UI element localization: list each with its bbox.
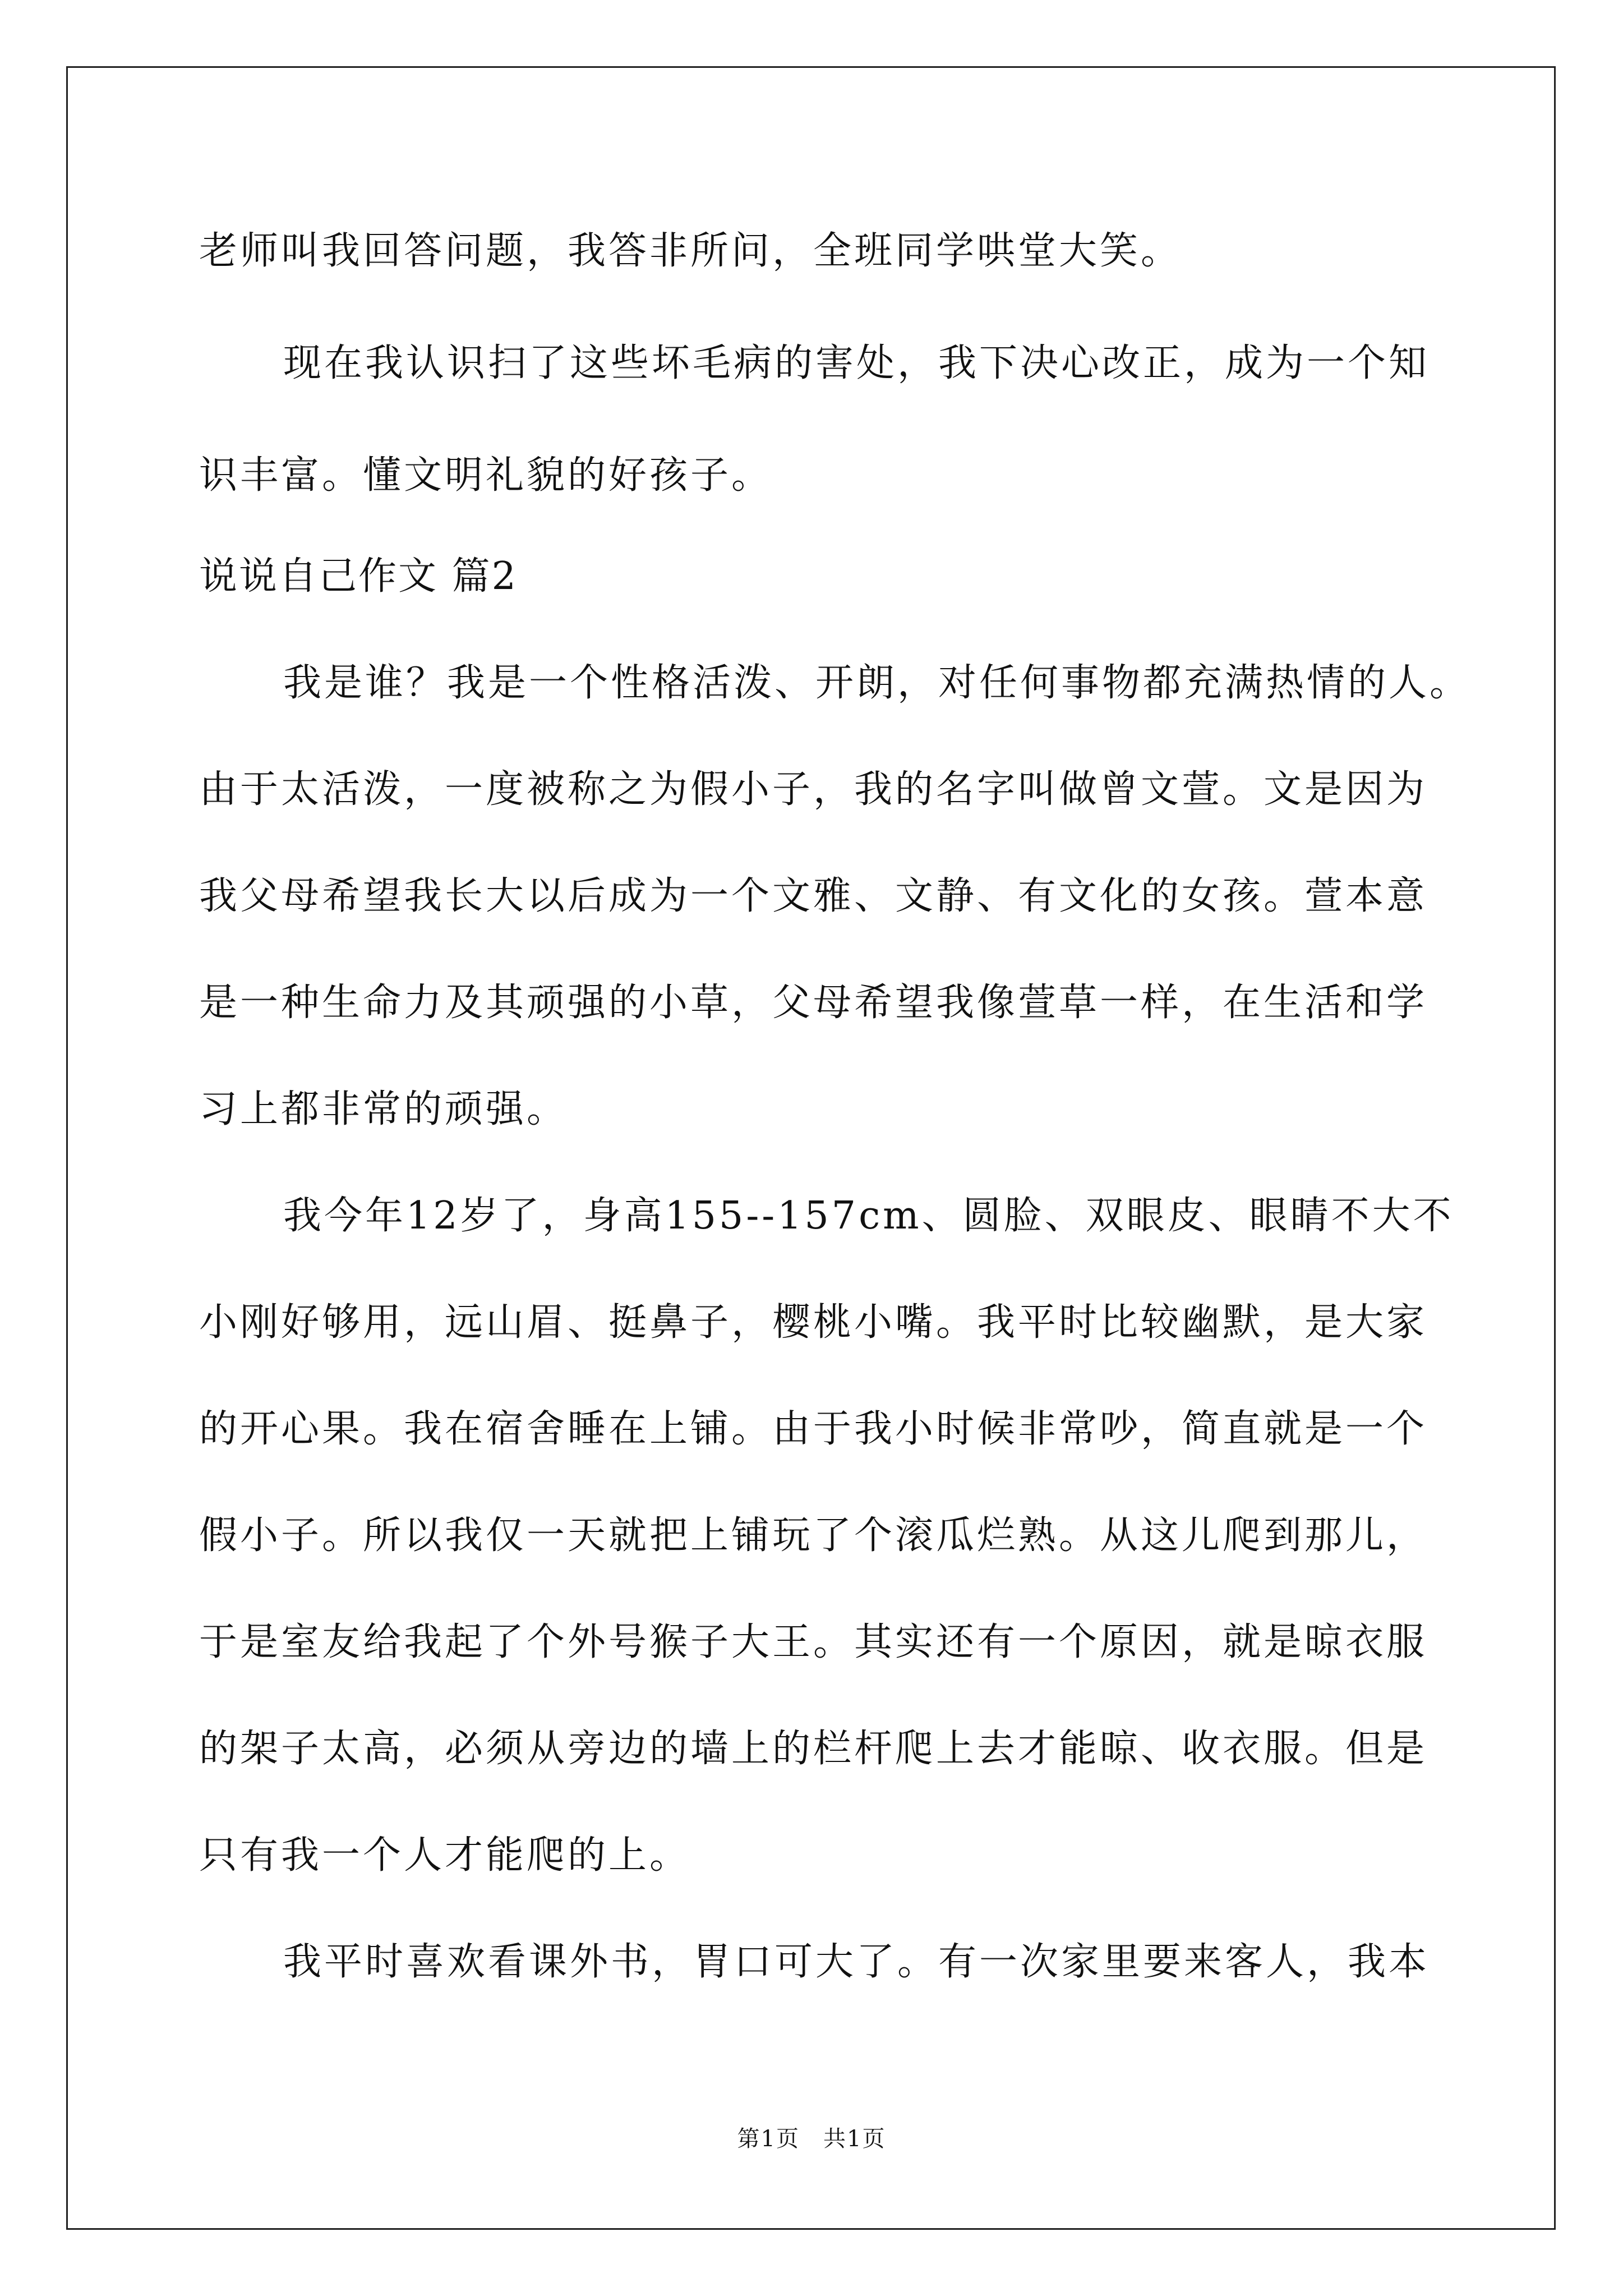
- paragraph-line-11: 小刚好够用，远山眉、挺鼻子，樱桃小嘴。我平时比较幽默，是大家: [199, 1300, 1428, 1345]
- paragraph-line-9: 习上都非常的顽强。: [199, 1087, 568, 1131]
- page-border: [66, 66, 1556, 2230]
- paragraph-line-12: 的开心果。我在宿舍睡在上铺。由于我小时候非常吵，简直就是一个: [199, 1407, 1428, 1451]
- paragraph-line-14: 于是室友给我起了个外号猴子大王。其实还有一个原因，就是晾衣服: [199, 1620, 1428, 1664]
- page-footer: 第1页 共1页: [737, 2126, 886, 2152]
- paragraph-line-3: 识丰富。懂文明礼貌的好孩子。: [199, 453, 773, 498]
- section-heading: 说说自己作文 篇2: [199, 554, 518, 599]
- paragraph-line-8: 是一种生命力及其顽强的小草，父母希望我像萱草一样，在生活和学: [199, 981, 1428, 1025]
- paragraph-line-1: 老师叫我回答问题，我答非所问，全班同学哄堂大笑。: [199, 229, 1182, 273]
- paragraph-line-5: 我是谁？我是一个性格活泼、开朗，对任何事物都充满热情的人。: [283, 661, 1471, 705]
- paragraph-line-13: 假小子。所以我仅一天就把上铺玩了个滚瓜烂熟。从这儿爬到那儿，: [199, 1513, 1428, 1558]
- paragraph-line-16: 只有我一个人才能爬的上。: [199, 1833, 691, 1878]
- paragraph-line-17: 我平时喜欢看课外书，胃口可大了。有一次家里要来客人，我本: [283, 1940, 1430, 1984]
- paragraph-line-6: 由于太活泼，一度被称之为假小子，我的名字叫做曾文萱。文是因为: [199, 767, 1428, 812]
- paragraph-line-10: 我今年12岁了，身高155--157cm、圆脸、双眼皮、眼睛不大不: [283, 1194, 1454, 1238]
- paragraph-line-2: 现在我认识扫了这些坏毛病的害处，我下决心改正，成为一个知: [283, 341, 1430, 385]
- paragraph-line-7: 我父母希望我长大以后成为一个文雅、文静、有文化的女孩。萱本意: [199, 874, 1428, 918]
- paragraph-line-15: 的架子太高，必须从旁边的墙上的栏杆爬上去才能晾、收衣服。但是: [199, 1727, 1428, 1771]
